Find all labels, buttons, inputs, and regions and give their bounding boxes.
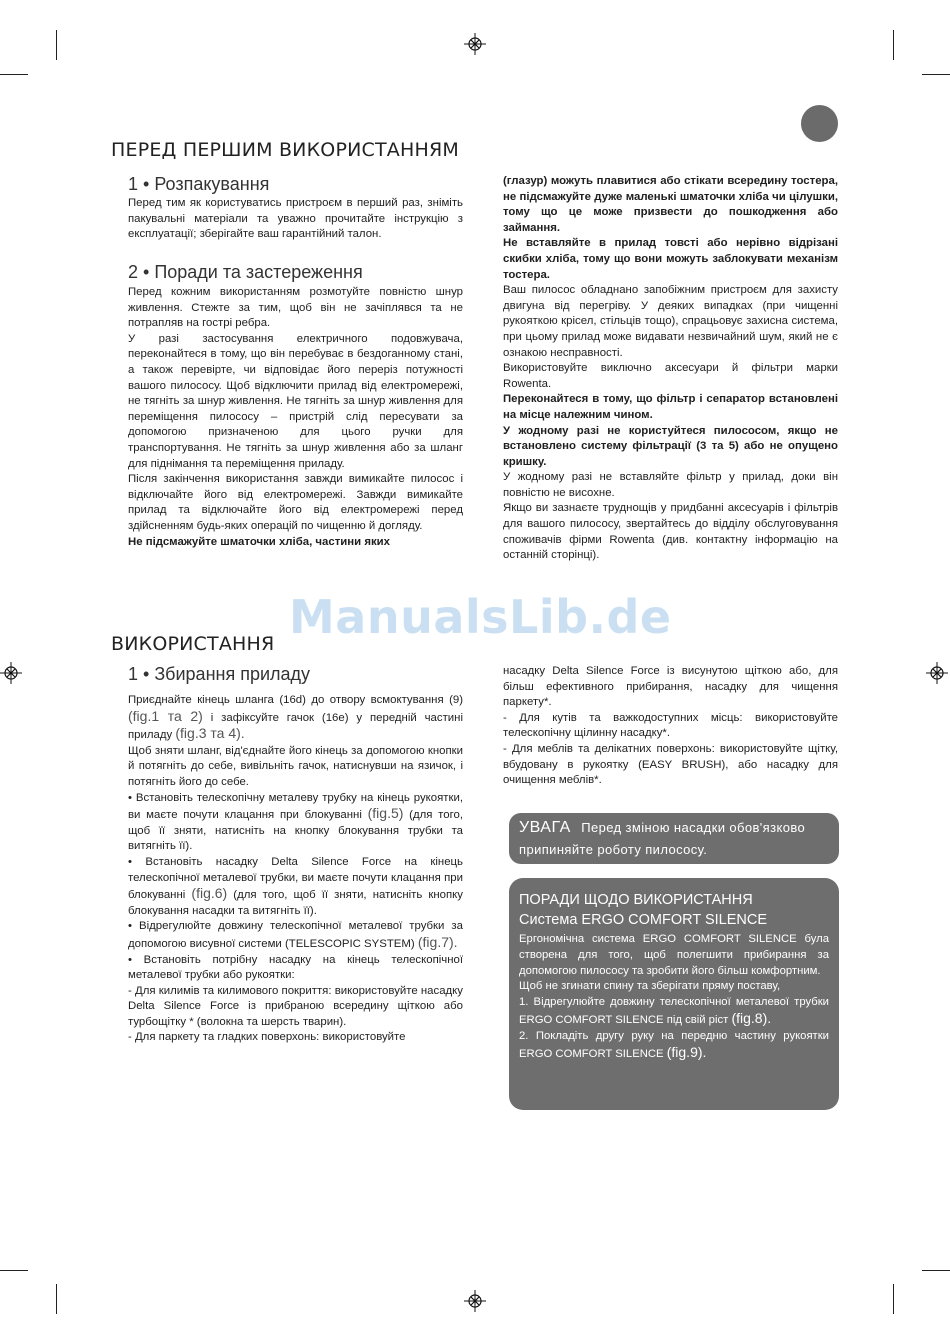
- paragraph-bold: У жодному разі не користуйтеся пилососом, якщо не встановлено систему фільтрації (3 та 5) або не опущено кришку.: [503, 424, 838, 468]
- section-title-usage: ВИКОРИСТАННЯ: [111, 633, 275, 655]
- crop-mark: [893, 30, 894, 60]
- usage-tips-box: [509, 878, 839, 1110]
- warnings-right-column: [503, 174, 838, 564]
- crop-mark: [56, 1284, 57, 1314]
- paragraph: - Для кутів та важкодоступних місць: використовуйте телескопічну щілинну насадку*.: [503, 711, 838, 740]
- registration-mark-icon: [926, 662, 948, 684]
- warning-box: [509, 813, 839, 864]
- paragraph-bold: Переконайтеся в тому, що фільтр і сепаратор встановлені на місце належним чином.: [503, 393, 838, 421]
- figure-ref: (fig.1 та 2): [128, 707, 203, 724]
- crop-mark: [0, 1270, 28, 1271]
- paragraph: • Встановіть телескопічну металеву трубку на кінець рукоятки, ви маєте почути клацання при блокуванні (fig.5) (для того, щоб її зняти, натисніть на кнопку блокування трубки та витягніть її).: [128, 791, 463, 853]
- paragraph-bold: Не підсмажуйте шматочки хліба, частини яких: [128, 535, 391, 548]
- paragraph: Перед тим як користуватись пристроєм в перший раз, зніміть пакувальні матеріали та уважно прочитайте інструкцію з експлуатації; зберігайте ваш гарантійний талон.: [128, 197, 463, 241]
- paragraph: Ваш пилосос обладнано запобіжним пристроєм для захисту двигуна від перегріву. У деяких випадках (при чищенні рукояткою крісел, стільців тощо), спрацьовує захисна система, при цьому прилад може видавати незвичайний шум, який не є ознакою несправності.: [503, 284, 838, 359]
- paragraph: Щоб не згинати спину та зберігати пряму поставу,: [519, 980, 781, 993]
- paragraph: Якщо ви зазнаєте труднощів у придбанні аксесуарів і фільтрів для вашого пилососу, звертайтесь до відділу обслуговування споживачів фірми Rowenta (див. контактну інформацію на останній сторінці).: [503, 502, 838, 562]
- paragraph: • Відрегулюйте довжину телескопічної металевої трубки за допомогою висувної системи (TELESCOPIC SYSTEM) (fig.7).: [128, 920, 463, 950]
- subsection-title-unpacking: 1 • Розпакування: [128, 174, 270, 194]
- paragraph: 1. Відрегулюйте довжину телескопічної металевої трубки ERGO COMFORT SILENCE під свій ріст (fig.8).: [519, 996, 829, 1026]
- figure-ref: (fig.5): [367, 805, 404, 822]
- paragraph: насадку Delta Silence Force із висунутою щіткою або, для більш ефективного прибирання, насадку для чищення паркету*.: [503, 665, 838, 709]
- paragraph: Приєднайте кінець шланга (16d) до отвору всмоктування (9) (fig.1 та 2) і зафіксуйте гачок (16е) у передній частині приладу (fig.3 та 4).: [128, 694, 463, 742]
- subsection-title-assembly: 1 • Збирання приладу: [128, 664, 311, 684]
- warnings-left-column: [128, 285, 463, 550]
- watermark: ManualsLib.de: [289, 590, 672, 644]
- crop-mark: [922, 1270, 950, 1271]
- paragraph: - Для килимів та килимового покриття: використовуйте насадку Delta Silence Force із прибраною всередину щіткою або турбощітку * (волокна та шерсть тварин).: [128, 984, 463, 1028]
- paragraph: Після закінчення використання завжди вимикайте пилосос і відключайте його від електромережі. Завжди вимикайте прилад та відключайте його від електромережі перед здійсненням будь-яких операцій по чищенню й догляду.: [128, 473, 463, 532]
- paragraph: - Для меблів та делікатних поверхонь: використовуйте щітку, вбудовану в рукоятку (EASY BRUSH), або насадку для очищення меблів*.: [503, 742, 838, 787]
- unpacking-text: [128, 196, 463, 243]
- paragraph: Перед кожним використанням розмотуйте повністю шнур живлення. Стежте за тим, щоб він не зачіплявся та не потрапляв на гострі ребра.: [128, 286, 463, 330]
- subsection-title-warnings: 2 • Поради та застереження: [128, 262, 363, 282]
- figure-ref: (fig.3 та 4).: [175, 725, 245, 742]
- figure-ref: (fig.7).: [417, 933, 458, 950]
- tips-heading: ПОРАДИ ЩОДО ВИКОРИСТАННЯ: [519, 892, 753, 908]
- paragraph: Використовуйте виключно аксесуари й фільтри марки Rowenta.: [503, 362, 838, 390]
- registration-mark-icon: [464, 1290, 486, 1312]
- paragraph: У жодному разі не вставляйте фільтр у прилад, доки він повністю не висохне.: [503, 471, 838, 499]
- paragraph: - Для паркету та гладких поверхонь: використовуйте: [128, 1031, 406, 1044]
- registration-mark-icon: [464, 33, 486, 55]
- tips-subheading: Система ERGO COMFORT SILENCE: [519, 912, 768, 928]
- crop-mark: [56, 30, 57, 60]
- section-title-before-first-use: ПЕРЕД ПЕРШИМ ВИКОРИСТАННЯМ: [111, 139, 459, 161]
- paragraph: Щоб зняти шланг, від'єднайте його кінець за допомогою кнопки й потягніть до себе, вивільніть гачок, натиснувши на язичок, і потягніть його до себе.: [128, 744, 463, 788]
- figure-ref: (fig.6): [191, 885, 228, 902]
- warning-title: УВАГА: [519, 819, 571, 836]
- crop-mark: [922, 74, 950, 75]
- figure-ref: (fig.8).: [731, 1009, 772, 1026]
- registration-mark-icon: [0, 662, 22, 684]
- warning-text: Перед зміною насадки обов'язково припиняйте роботу пилососу.: [519, 820, 806, 857]
- paragraph-bold: Не вставляйте в прилад товсті або нерівно відрізані скибки хліба, тому що вони можуть заблокувати механізм тостера.: [503, 237, 838, 281]
- paragraph: • Встановіть насадку Delta Silence Force на кінець телескопічної металевої трубки, ви маєте почути клацання при блокуванні (fig.6) (для того, щоб її зняти, натисніть кнопку блокування насадки та витягніть її).: [128, 855, 463, 917]
- crop-mark: [893, 1284, 894, 1314]
- page-marker-dot: [801, 105, 838, 142]
- paragraph: • Встановіть потрібну насадку на кінець телескопічної металевої трубки або рукоятки:: [128, 953, 463, 982]
- paragraph: У разі застосування електричного подовжувача, переконайтеся в тому, що він перебуває в бездоганному стані, а також перевірте, чи відповідає його переріз потужності вашого пилососу. Щоб відключити прилад від електромережі, не тягніть за шнур живлення. Не тягніть за шнур живлення для переміщення пилососу – пристрій слід пересувати за допомогою призначеною для цього ручки для транспортування. Не тягніть за шнур живлення або за шланг для піднімання та переміщення приладу.: [128, 332, 463, 470]
- figure-ref: (fig.9).: [666, 1043, 707, 1060]
- assembly-right-column: [503, 664, 838, 789]
- tips-body: [519, 932, 829, 1062]
- crop-mark: [0, 74, 28, 75]
- assembly-left-column: [128, 693, 463, 1046]
- paragraph-bold: (глазур) можуть плавитися або стікати всередину тостера, не підсмажуйте дуже маленькі шматочки хліба чи цілушки, тому що це може призвести до пошкодження або займання.: [503, 175, 838, 234]
- paragraph: Ергономічна система ERGO COMFORT SILENCE була створена для того, щоб полегшити прибирання за допомогою пилососу та зробити його більш комфортним.: [519, 933, 829, 977]
- paragraph: 2. Покладіть другу руку на передню частину рукоятки ERGO COMFORT SILENCE (fig.9).: [519, 1029, 829, 1060]
